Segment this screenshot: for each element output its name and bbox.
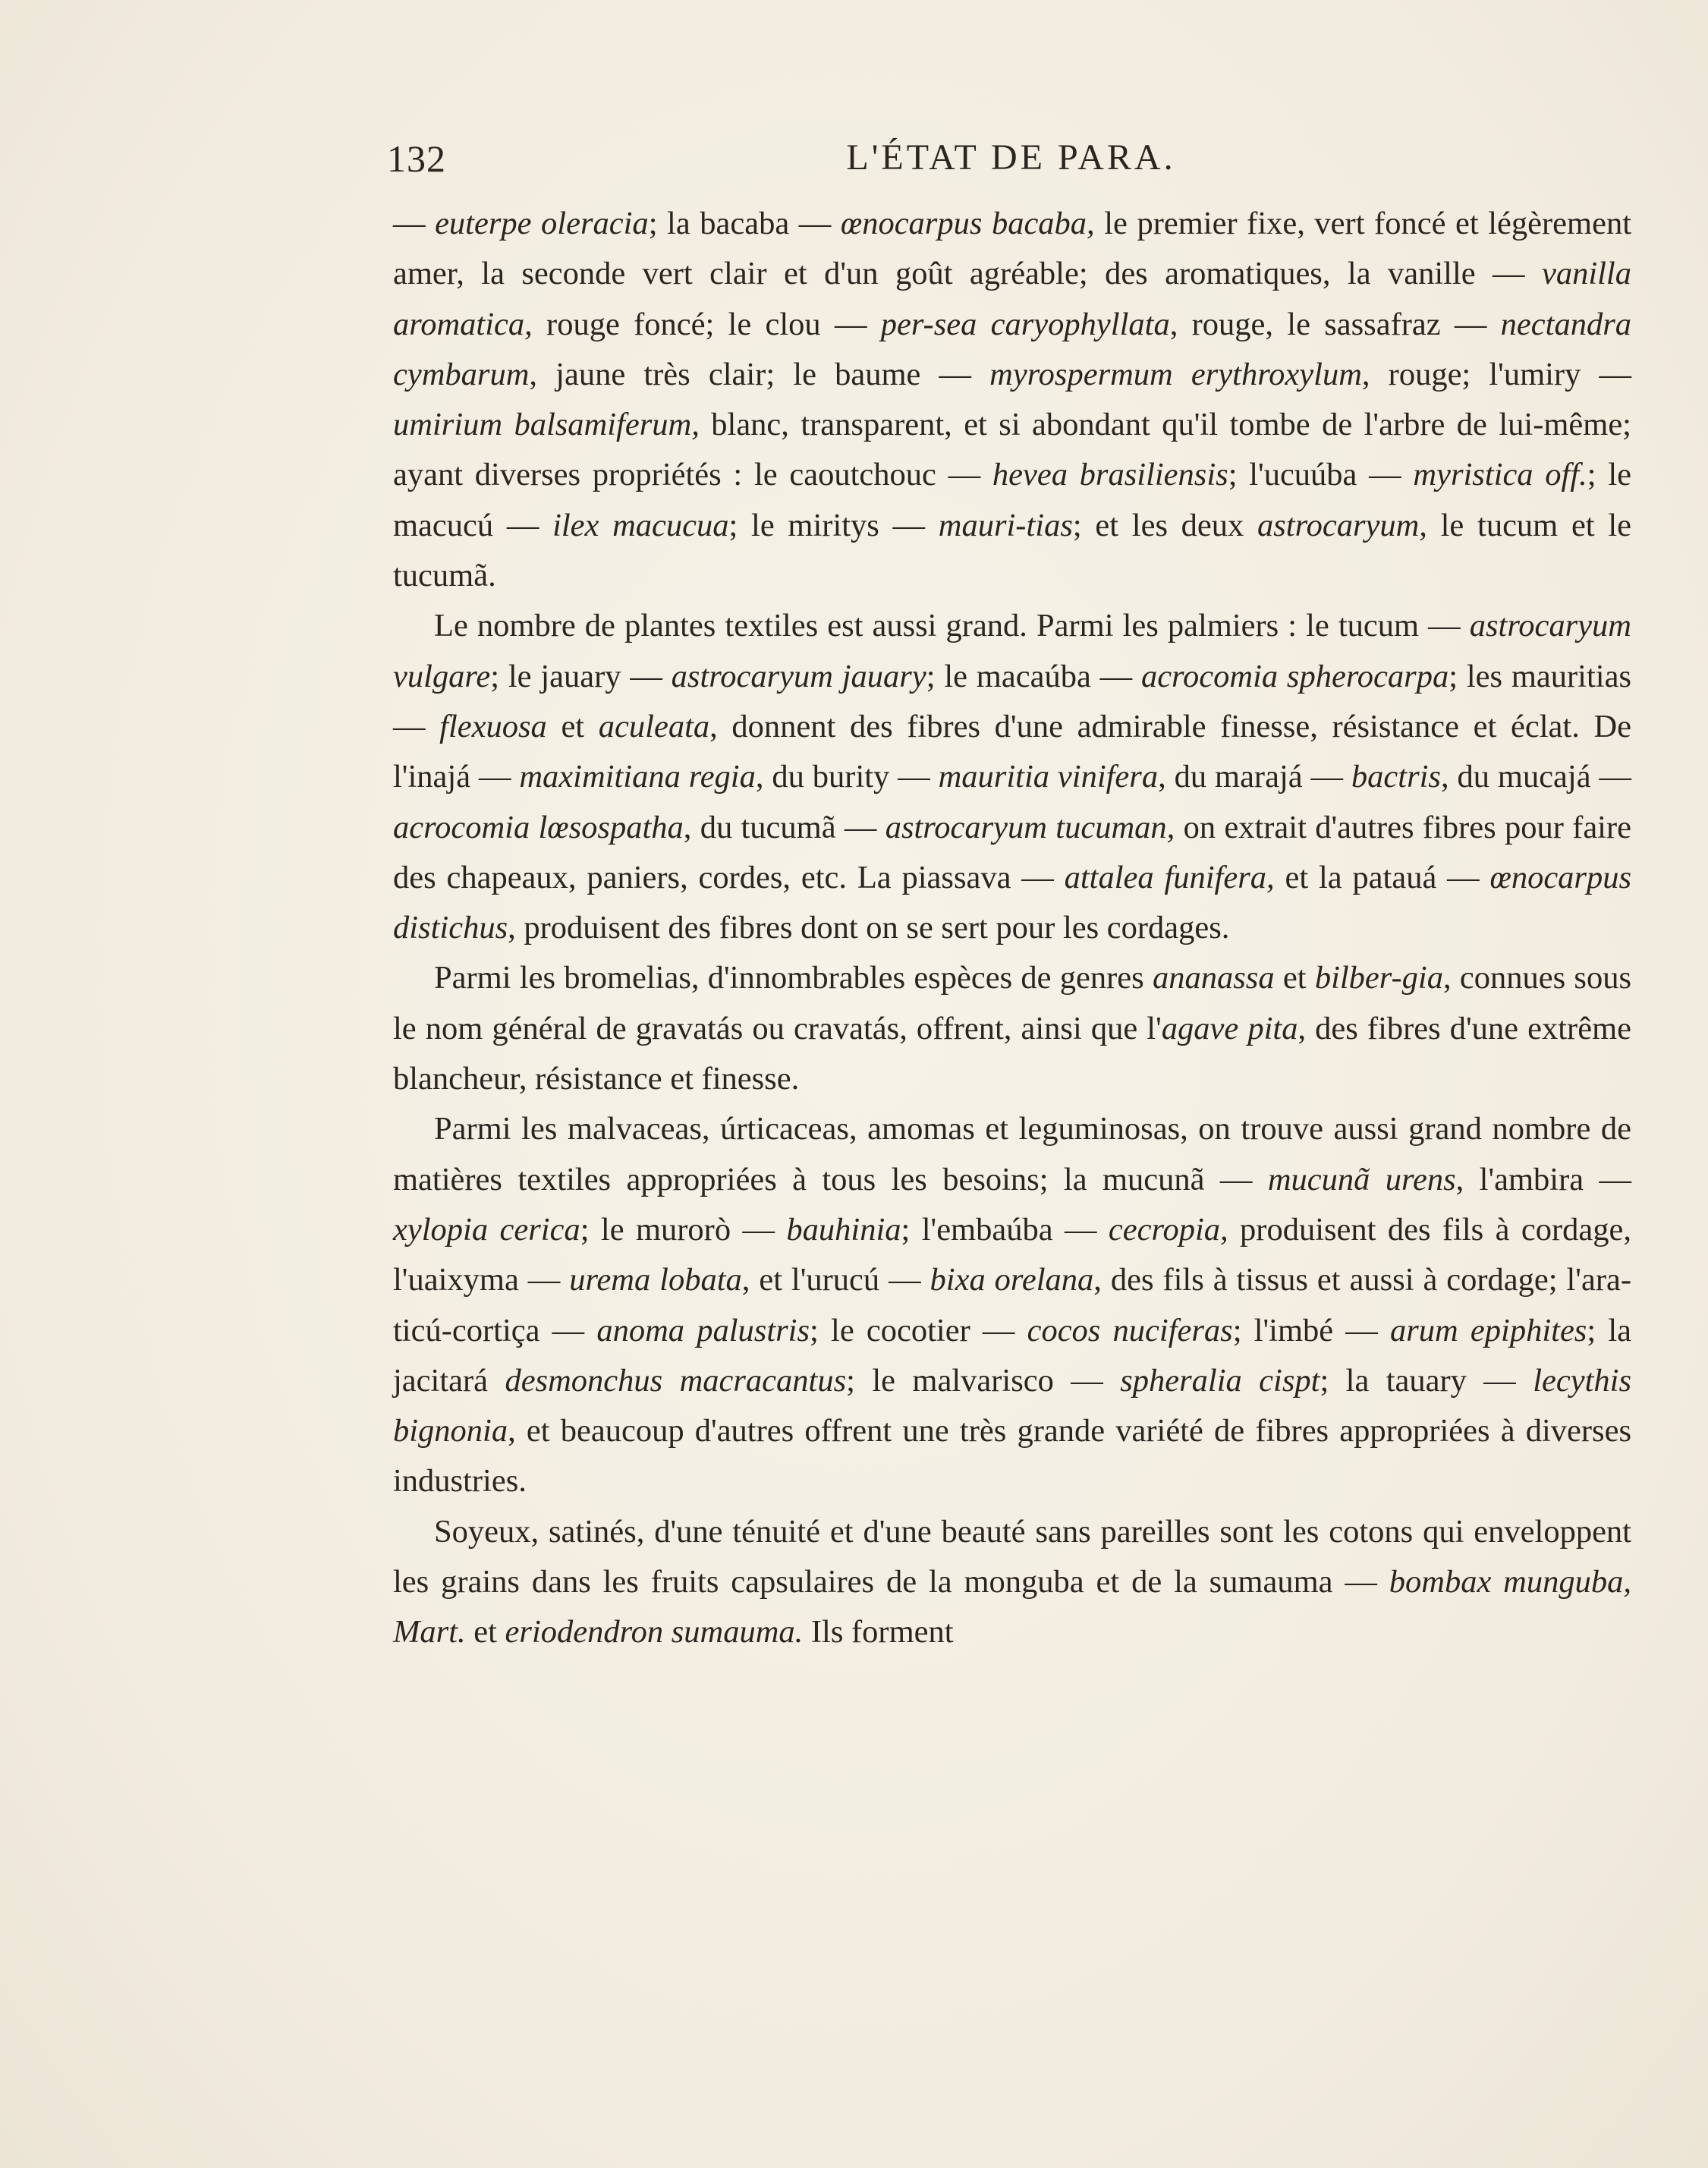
latin-term: urema lobata [569, 1262, 742, 1298]
text-run: et [1274, 960, 1315, 996]
latin-term: vanilla aromatica, [393, 256, 1631, 342]
latin-term: œnocarpus distichus [393, 859, 1632, 946]
latin-term: per-sea caryophyllata [880, 306, 1170, 342]
latin-term: mauritia vinifera [938, 759, 1159, 795]
latin-term: astrocaryum vulgare [393, 608, 1631, 694]
latin-term: lecythis bignonia [393, 1362, 1632, 1449]
latin-term: astrocaryum tucuman, [885, 809, 1175, 845]
latin-term: myrospermum erythroxylum [989, 356, 1362, 392]
text-run: ; le cocotier — [810, 1312, 1027, 1348]
paragraph [393, 953, 1631, 1104]
text-run: , du tucumã — [683, 809, 885, 845]
latin-term: acrocomia spherocarpa [1140, 658, 1449, 694]
text-run: ; et les deux [1072, 507, 1258, 543]
text-run: , des fils à tissus et aussi à cordage; l'ara-ticú-cortiça — [393, 1262, 1631, 1348]
paragraph [393, 1104, 1631, 1506]
text-run: on extrait d'autres fibres pour faire des chapeaux, paniers, cordes, etc. La piassava — [393, 809, 1632, 895]
latin-term: spheralia cispt [1120, 1362, 1320, 1399]
paragraph [393, 199, 1631, 601]
text-run: produisent des fils à cordage, l'uaixyma — [393, 1211, 1632, 1298]
text-run: , du burity — [755, 759, 939, 795]
latin-term: myristica off. [1413, 457, 1587, 493]
text-run: le premier fixe, vert foncé et légèrement amer, la seconde vert clair et d'un goût agréable; des aromatiques, la vanille — [393, 206, 1631, 292]
text-run: , des fibres d'une extrême blancheur, résistance et finesse. [393, 1010, 1631, 1097]
latin-term: astrocaryum, [1257, 507, 1427, 543]
text-run: ; le murorò — [580, 1211, 787, 1248]
paragraph [393, 601, 1631, 953]
text-run: Ils forment [803, 1614, 954, 1650]
text-run: , donnent des fibres d'une admirable finesse, résistance et éclat. De l'inajá — [393, 708, 1632, 795]
text-run: rouge foncé; le clou — [532, 306, 881, 342]
latin-term: bactris [1351, 759, 1441, 795]
latin-term: agave pita [1161, 1010, 1298, 1046]
text-run: , du mucajá — [1440, 759, 1631, 795]
latin-term: bombax munguba, Mart. [393, 1564, 1631, 1650]
text-run: ; le jauary — [490, 658, 672, 694]
latin-term: ananassa [1152, 960, 1275, 996]
latin-term: œnocarpus bacaba, [840, 206, 1095, 241]
text-run: , jaune très clair; le baume — [529, 356, 990, 392]
text-run: Parmi les malvaceas, úrticaceas, amomas et leguminosas, on trouve aussi grand nombre de matières textiles appropriées à tous les besoins; la mucunã — [393, 1111, 1631, 1197]
text-run: , et beaucoup d'autres offrent une très grande variété de fibres appropriées à diverses industries. [393, 1413, 1631, 1499]
latin-term: cocos nuciferas [1027, 1312, 1233, 1348]
latin-term: aculeata [598, 708, 710, 744]
text-run: blanc, transparent, et si abondant qu'il tombe de l'arbre de lui-même; ayant diverses propriétés : le caoutchouc — [393, 407, 1631, 493]
text-run: , rouge, le sassafraz — [1169, 306, 1501, 342]
text-run: — [393, 206, 436, 241]
latin-term: mauri-tias [938, 507, 1073, 543]
latin-term: maximitiana regia [519, 759, 756, 795]
text-run: Parmi les bromelias, d'innombrables espèces de genres [434, 960, 1153, 996]
latin-term: xylopia cerica [393, 1211, 580, 1248]
text-run: Soyeux, satinés, d'une ténuité et d'une beauté sans pareilles sont les cotons qui enveloppent les grains dans les fruits capsulaires de la monguba et de la sumauma — [393, 1513, 1631, 1600]
text-run: , connues sous le nom général de gravatás ou cravatás, offrent, ainsi que l' [393, 960, 1631, 1046]
latin-term: ilex macucua [552, 507, 729, 543]
page-number: 132 [387, 137, 446, 180]
body-text [393, 199, 1631, 1658]
text-run: ; la jacitará [393, 1312, 1632, 1399]
latin-term: eriodendron sumauma. [505, 1614, 804, 1650]
latin-term: desmonchus macracantus [505, 1362, 847, 1399]
latin-term: anoma palustris [596, 1312, 810, 1348]
latin-term: euterpe oleracia [435, 206, 649, 241]
text-run: ; l'imbé — [1232, 1312, 1390, 1348]
text-run: ; le macaúba — [926, 658, 1141, 694]
text-run: ; le miritys — [728, 507, 939, 543]
text-run: , et l'urucú — [741, 1262, 930, 1298]
text-run: , rouge; l'umiry — [1361, 356, 1631, 392]
latin-term: mucunã urens [1267, 1161, 1456, 1197]
latin-term: flexuosa [439, 708, 547, 744]
latin-term: nectandra cymbarum [393, 306, 1631, 392]
latin-term: attalea funifera, [1064, 859, 1275, 895]
text-run: et la patauá — [1274, 859, 1490, 895]
text-run: et [465, 1614, 505, 1650]
text-run: et [546, 708, 599, 744]
latin-term: hevea brasiliensis [992, 457, 1228, 493]
text-run: le tucum et le tucumã. [393, 507, 1631, 594]
latin-term: bixa orelana [929, 1262, 1094, 1298]
latin-term: acrocomia lœsospatha [393, 809, 684, 845]
text-run: ; l'ucuúba — [1228, 457, 1414, 493]
text-run: ; les mauritias — [393, 658, 1631, 744]
latin-term: cecropia, [1108, 1211, 1228, 1248]
text-run: Le nombre de plantes textiles est aussi grand. Parmi les palmiers : le tucum — [434, 608, 1470, 644]
text-run: , l'ambira — [1455, 1161, 1631, 1197]
text-run: , produisent des fibres dont on se sert pour les cordages. [508, 910, 1230, 946]
latin-term: bauhinia [786, 1211, 901, 1248]
latin-term: umirium balsamiferum, [393, 407, 700, 443]
text-run: , du marajá — [1158, 759, 1351, 795]
text-run: ; l'embaúba — [901, 1211, 1109, 1248]
running-title: L'ÉTAT DE PARA. [846, 137, 1176, 178]
text-run: ; la bacaba — [648, 206, 841, 241]
text-run: ; le macucú — [393, 457, 1632, 543]
paragraph [393, 1507, 1631, 1658]
page-header [387, 137, 1635, 190]
latin-term: astrocaryum jauary [671, 658, 926, 694]
text-run: ; la tauary — [1320, 1362, 1533, 1399]
latin-term: arum epiphites [1390, 1312, 1587, 1348]
text-run: ; le malvarisco — [846, 1362, 1121, 1399]
latin-term: bilber-gia [1314, 960, 1443, 996]
